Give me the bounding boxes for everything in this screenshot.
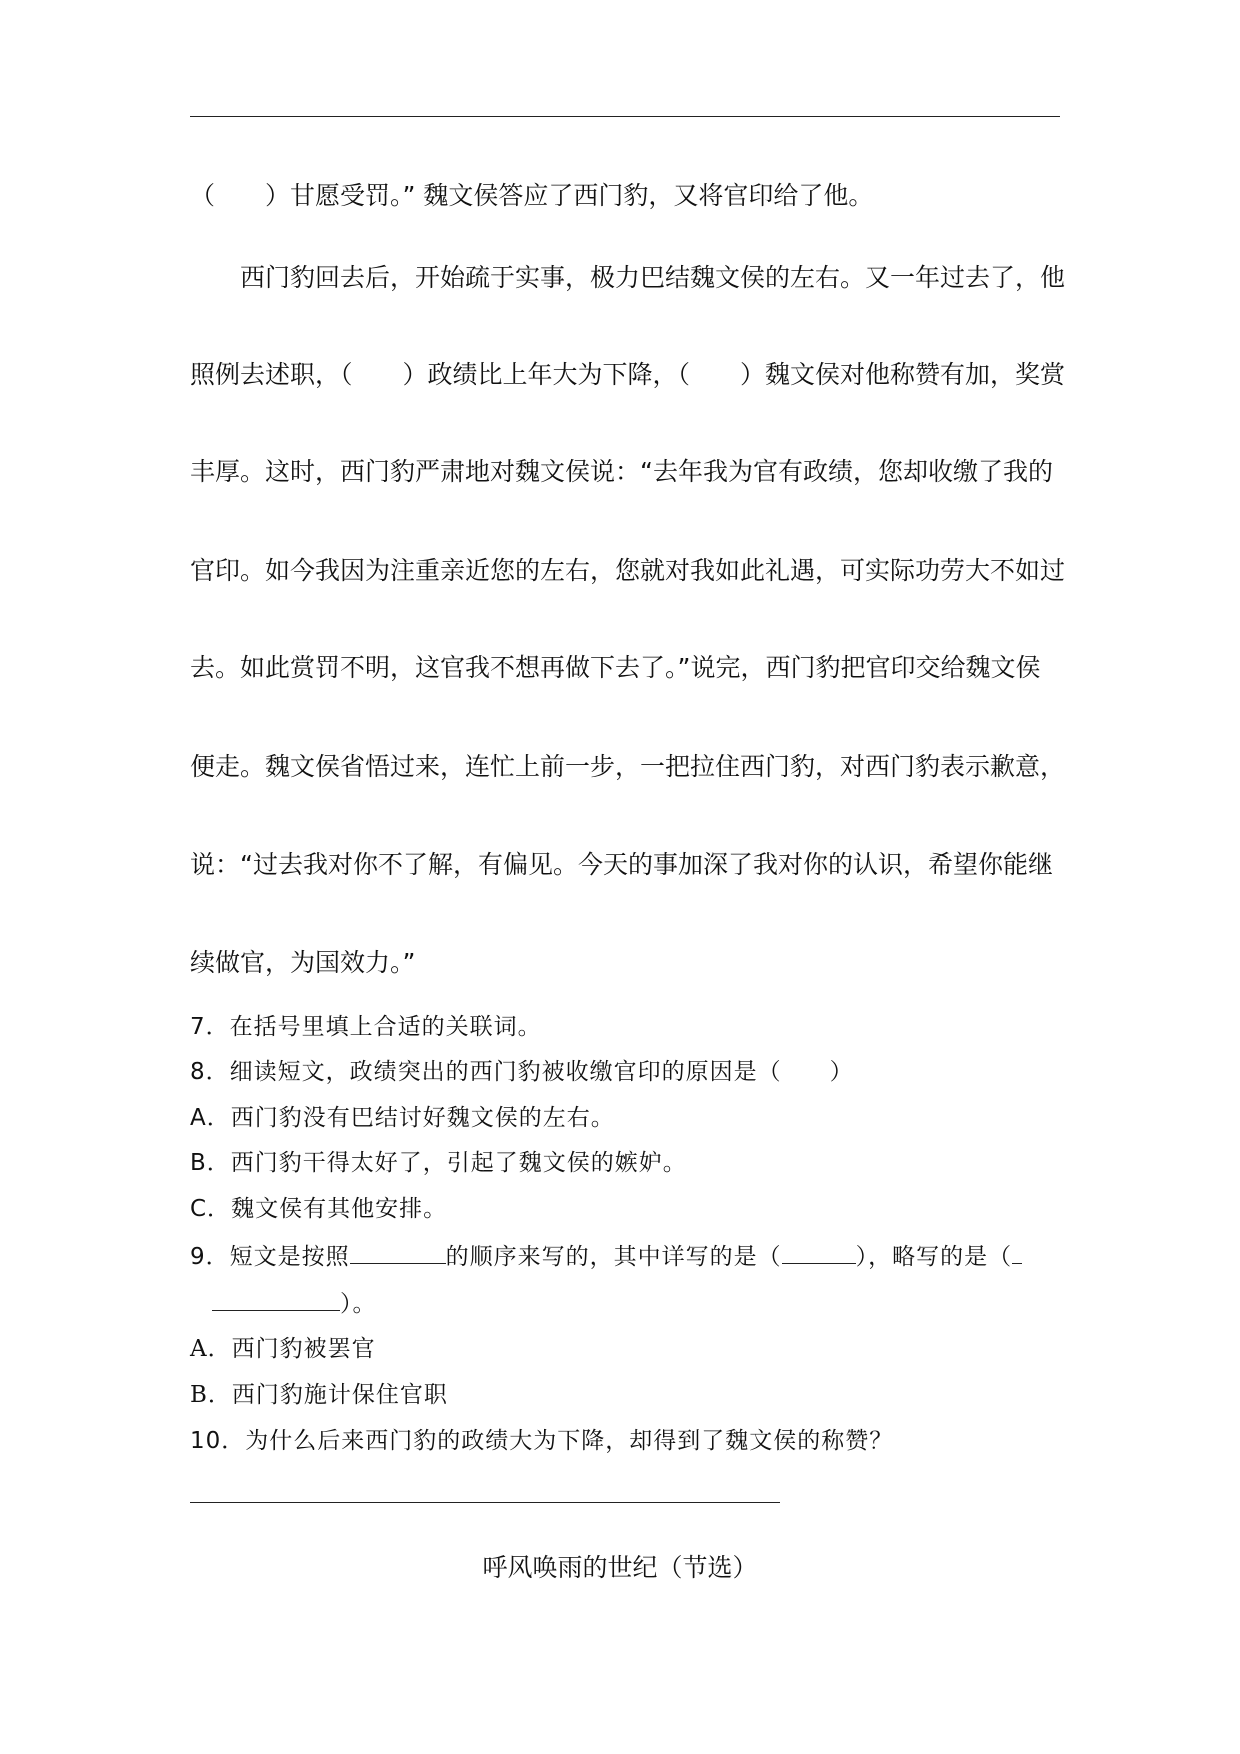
question-7 — [190, 1014, 542, 1042]
question-number: 7． — [190, 1014, 230, 1040]
option-letter: A． — [190, 1105, 231, 1131]
passage-line: 续做官，为国效力。” — [190, 948, 416, 977]
option-b — [190, 1382, 448, 1410]
option-letter: B． — [190, 1150, 231, 1176]
header-rule — [190, 116, 1060, 117]
question-number: 9． — [190, 1244, 230, 1270]
answer-line[interactable] — [190, 1502, 780, 1503]
passage-line: 便走。魏文侯省悟过来，连忙上前一步，一把拉住西门豹，对西门豹表示歉意， — [190, 752, 1066, 781]
question-text: ）。 — [340, 1291, 377, 1317]
option-a — [190, 1336, 376, 1364]
section-title: 呼风唤雨的世纪（节选） — [482, 1553, 758, 1582]
question-text: 的顺序来写的，其中详写的是（ — [445, 1244, 782, 1270]
answer-blank[interactable] — [350, 1243, 446, 1264]
option-text: 西门豹被罢官 — [231, 1336, 376, 1362]
question-text: 在括号里填上合适的关联词。 — [229, 1014, 542, 1040]
question-10 — [190, 1428, 893, 1456]
option-letter: B． — [190, 1382, 232, 1408]
option-text: 魏文侯有其他安排。 — [231, 1196, 448, 1222]
answer-blank[interactable] — [212, 1290, 340, 1311]
passage-line: 西门豹回去后，开始疏于实事，极力巴结魏文侯的左右。又一年过去了，他 — [190, 263, 1066, 292]
question-8 — [190, 1059, 854, 1087]
answer-blank[interactable] — [782, 1243, 856, 1264]
passage-line: 说：“过去我对你不了解，有偏见。今天的事加深了我对你的认识，希望你能继 — [190, 850, 1053, 879]
passage-line: 去。如此赏罚不明，这官我不想再做下去了。”说完，西门豹把官印交给魏文侯 — [190, 653, 1041, 682]
option-text: 西门豹施计保住官职 — [231, 1382, 448, 1408]
option-b — [190, 1150, 687, 1178]
question-number: 8． — [190, 1059, 230, 1085]
question-number: 10． — [190, 1428, 246, 1454]
question-9 — [190, 1243, 1022, 1272]
passage-line: 丰厚。这时，西门豹严肃地对魏文侯说：“去年我为官有政绩，您却收缴了我的 — [190, 457, 1053, 486]
question-text: ），略写的是（ — [855, 1244, 1013, 1270]
question-text: 短文是按照 — [229, 1244, 350, 1270]
answer-blank[interactable] — [1012, 1243, 1022, 1264]
option-letter: A． — [190, 1336, 232, 1362]
passage-line: 官印。如今我因为注重亲近您的左右，您就对我如此礼遇，可实际功劳大不如过 — [190, 556, 1066, 585]
option-text: 西门豹干得太好了，引起了魏文侯的嫉妒。 — [230, 1150, 687, 1176]
option-text: 西门豹没有巴结讨好魏文侯的左右。 — [230, 1105, 615, 1131]
question-9-continued — [212, 1290, 377, 1319]
option-c — [190, 1196, 447, 1224]
option-letter: C． — [190, 1196, 232, 1222]
passage-line: 照例去述职，（ ）政绩比上年大为下降，（ ）魏文侯对他称赞有加，奖赏 — [190, 360, 1066, 389]
option-a — [190, 1105, 615, 1133]
question-text: 细读短文，政绩突出的西门豹被收缴官印的原因是（ ） — [229, 1059, 854, 1085]
passage-line: （ ）甘愿受罚。” 魏文侯答应了西门豹，又将官印给了他。 — [190, 181, 874, 210]
question-text: 为什么后来西门豹的政绩大为下降，却得到了魏文侯的称赞？ — [245, 1428, 894, 1454]
